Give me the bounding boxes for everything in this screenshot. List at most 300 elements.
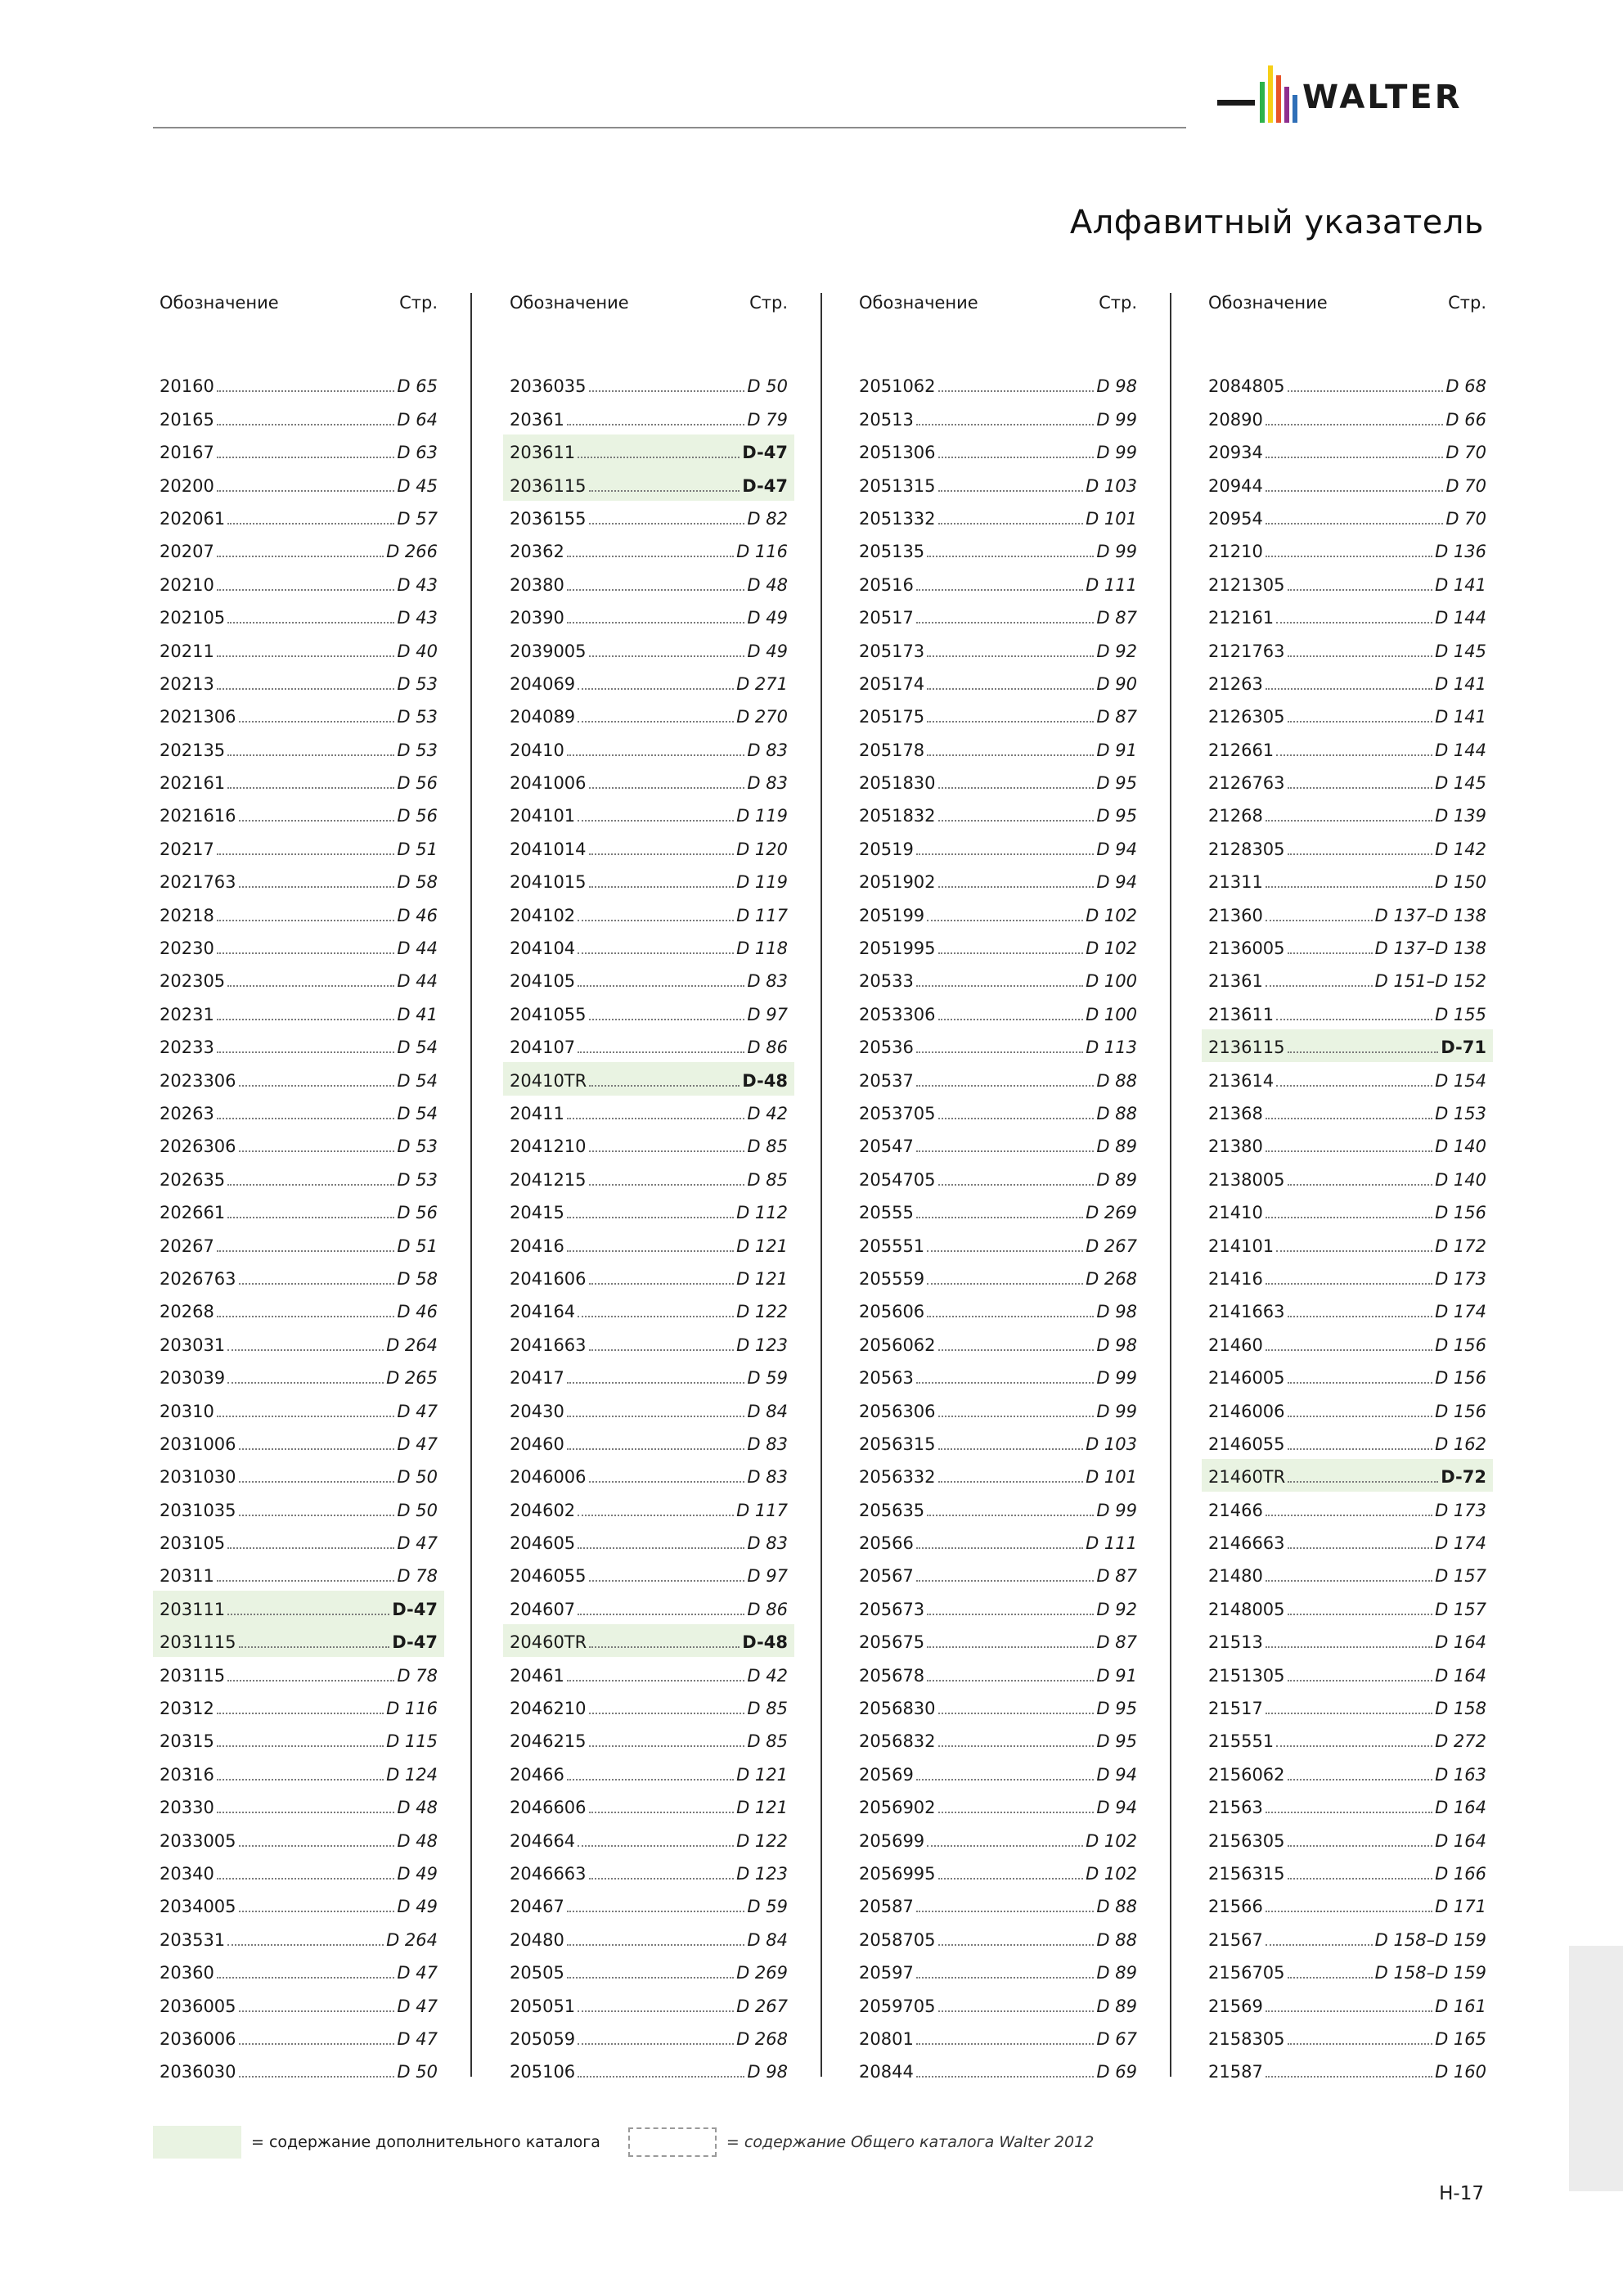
entry-page-ref: D 86: [747, 1599, 788, 1619]
entry-designation: 21368: [1208, 1103, 1263, 1123]
column-divider: [820, 293, 822, 2077]
walter-logo: [1217, 59, 1487, 133]
entry-page-ref: D 162: [1435, 1434, 1486, 1454]
entry-designation: 20430: [510, 1401, 564, 1421]
entry-designation: 2156705: [1208, 1963, 1285, 1983]
index-entry: [1202, 1657, 1493, 1690]
index-entry: [852, 566, 1144, 599]
entry-page-ref: D 144: [1435, 608, 1486, 628]
dot-leader: [589, 1283, 735, 1285]
index-entry: [852, 831, 1144, 863]
entry-designation: 202061: [160, 508, 226, 529]
entry-page-ref: D 99: [1096, 1401, 1137, 1421]
entry-designation: 2031030: [160, 1467, 236, 1488]
index-entry: [852, 1790, 1144, 1822]
entry-designation: 20310: [160, 1401, 214, 1421]
dot-leader: [589, 1481, 745, 1483]
entry-page-ref: D 58: [397, 872, 438, 893]
entry-page-ref: D 97: [747, 1004, 788, 1024]
entry-page-ref: D 116: [386, 1699, 438, 1719]
index-entry: [503, 1128, 794, 1161]
entry-page-ref: D 118: [736, 939, 788, 959]
entry-page-ref: D 266: [386, 542, 438, 562]
entry-designation: 204602: [510, 1500, 576, 1520]
dot-leader: [1288, 952, 1373, 954]
entry-page-ref: D 121: [736, 1798, 788, 1818]
entry-designation: 20567: [859, 1566, 914, 1587]
entry-designation: 2056315: [859, 1434, 936, 1454]
entry-designation: 2041210: [510, 1137, 587, 1157]
entry-designation: 2041006: [510, 773, 587, 794]
entry-page-ref: D 265: [386, 1368, 438, 1389]
index-entry: [852, 1360, 1144, 1393]
dot-leader: [1266, 688, 1432, 690]
entry-designation: 21416: [1208, 1268, 1263, 1289]
index-entry: [153, 2054, 444, 2087]
dot-leader: [1266, 2076, 1432, 2078]
dot-leader: [239, 1646, 390, 1648]
dot-leader: [227, 1680, 394, 1681]
entry-designation: 20312: [160, 1699, 214, 1719]
entry-page-ref: D 63: [397, 443, 438, 463]
dot-leader: [916, 589, 1083, 591]
entry-page-ref: D 120: [736, 839, 788, 859]
entry-designation: 20516: [859, 574, 914, 595]
dot-leader: [938, 1878, 1084, 1880]
dot-leader: [567, 1250, 734, 1252]
entry-page-ref: D 50: [397, 2062, 438, 2082]
dot-leader: [578, 2043, 734, 2045]
index-column-4: [1202, 293, 1493, 2087]
dot-leader: [227, 1382, 384, 1384]
dot-leader: [589, 1184, 745, 1186]
index-entry: [153, 1790, 444, 1822]
dot-leader: [1266, 1713, 1432, 1714]
entry-page-ref: D 103: [1086, 1434, 1137, 1454]
entry-page-ref: D 48: [397, 1830, 438, 1851]
entry-page-ref: D 101: [1086, 1467, 1137, 1488]
index-entry: [153, 1261, 444, 1294]
entry-designation: 20200: [160, 475, 214, 496]
entry-page-ref: D 140: [1435, 1137, 1486, 1157]
dot-leader: [927, 1646, 1094, 1648]
entry-designation: 205135: [859, 542, 925, 562]
entry-page-ref: D 68: [1445, 376, 1486, 397]
index-column-2: [503, 293, 794, 2087]
entry-designation: 20160: [160, 376, 214, 397]
entry-designation: 2039005: [510, 641, 587, 661]
entry-page-ref: D 49: [747, 608, 788, 628]
index-entry: [503, 1822, 794, 1855]
entry-designation: 205199: [859, 905, 925, 925]
index-entry: [153, 666, 444, 699]
entry-page-ref: D 272: [1435, 1731, 1486, 1752]
entry-page-ref: D 43: [397, 608, 438, 628]
entry-page-ref: D 89: [1096, 1963, 1137, 1983]
entry-designation: 2051902: [859, 872, 936, 893]
dot-leader: [589, 1580, 745, 1582]
index-entry: [852, 1459, 1144, 1492]
entry-page-ref: D 270: [736, 707, 788, 727]
entry-designation: 20340: [160, 1863, 214, 1884]
entry-page-ref: D 100: [1086, 971, 1137, 992]
index-entry: [1202, 798, 1493, 831]
dot-leader: [578, 1614, 744, 1615]
index-entry: [503, 1690, 794, 1723]
index-entry: [153, 798, 444, 831]
dot-leader: [1288, 1779, 1433, 1781]
dot-leader: [927, 1250, 1083, 1252]
entry-designation: 20563: [859, 1368, 914, 1389]
dot-leader: [589, 853, 735, 855]
entry-designation: 20410TR: [510, 1070, 587, 1091]
index-entry: [503, 765, 794, 798]
index-entry: [1202, 765, 1493, 798]
entry-designation: 2041215: [510, 1169, 587, 1190]
dot-leader: [1266, 820, 1432, 822]
index-entry: [503, 864, 794, 897]
dot-leader: [916, 1911, 1095, 1912]
index-entry: [153, 1029, 444, 1062]
entry-designation: 2051995: [859, 939, 936, 959]
entry-page-ref: D 151–D 152: [1374, 971, 1486, 992]
index-entry: [153, 1128, 444, 1161]
index-entry: [852, 732, 1144, 764]
index-entry: [852, 1326, 1144, 1359]
dot-leader: [916, 424, 1095, 425]
entry-page-ref: D-47: [742, 443, 788, 463]
entry-designation: 20533: [859, 971, 914, 992]
entry-page-ref: D 98: [1096, 1335, 1137, 1355]
entry-designation: 205678: [859, 1665, 925, 1686]
entry-page-ref: D 47: [397, 1533, 438, 1554]
entry-page-ref: D 102: [1086, 1863, 1137, 1884]
entry-designation: 205606: [859, 1302, 925, 1322]
dot-leader: [589, 886, 735, 888]
entry-designation: 2151305: [1208, 1665, 1285, 1686]
entry-designation: 204164: [510, 1302, 576, 1322]
entry-designation: 2141663: [1208, 1302, 1285, 1322]
entry-page-ref: D 94: [1096, 1764, 1137, 1785]
entry-designation: 2158305: [1208, 2028, 1285, 2049]
index-entry: [153, 864, 444, 897]
dot-leader: [1288, 1316, 1433, 1317]
entry-designation: 20519: [859, 839, 914, 859]
index-entry: [852, 1558, 1144, 1591]
entry-page-ref: D 145: [1435, 773, 1486, 794]
index-entry: [1202, 864, 1493, 897]
index-entry: [503, 1360, 794, 1393]
dot-leader: [578, 1051, 744, 1053]
entry-page-ref: D 92: [1096, 641, 1137, 661]
index-entry: [153, 633, 444, 665]
entry-page-ref: D 88: [1096, 1070, 1137, 1091]
index-entry: [852, 1756, 1144, 1789]
entry-page-ref: D 98: [1096, 1302, 1137, 1322]
entry-designation: 20536: [859, 1038, 914, 1058]
dot-leader: [927, 1680, 1094, 1681]
entry-designation: 213611: [1208, 1004, 1275, 1024]
index-entry: [153, 1591, 444, 1623]
dot-leader: [1266, 490, 1444, 492]
entry-page-ref: D 99: [1096, 542, 1137, 562]
dot-leader: [1288, 1481, 1438, 1483]
dot-leader: [567, 1448, 745, 1450]
entry-designation: 213614: [1208, 1070, 1275, 1091]
dot-leader: [916, 2043, 1095, 2045]
entry-designation: 212161: [1208, 608, 1275, 628]
entry-designation: 2051830: [859, 773, 936, 794]
index-entry: [1202, 1525, 1493, 1558]
header-designation: Обозначение: [510, 293, 629, 313]
entry-page-ref: D 121: [736, 1268, 788, 1289]
dot-leader: [589, 1349, 735, 1351]
index-entry: [1202, 434, 1493, 467]
entry-page-ref: D 141: [1435, 707, 1486, 727]
entry-designation: 20362: [510, 542, 564, 562]
index-entry: [153, 1988, 444, 2020]
entry-designation: 21361: [1208, 971, 1263, 992]
index-entry: [852, 798, 1144, 831]
entry-designation: 2136115: [1208, 1038, 1285, 1058]
index-entry: [1202, 1096, 1493, 1128]
entry-page-ref: D 99: [1096, 1500, 1137, 1520]
entry-designation: 20954: [1208, 508, 1263, 529]
index-rows: [1202, 368, 1493, 2087]
entry-designation: 204607: [510, 1599, 576, 1619]
entry-designation: 2023306: [160, 1070, 236, 1091]
index-entry: [852, 1822, 1144, 1855]
entry-page-ref: D 267: [1086, 1236, 1137, 1256]
entry-page-ref: D 70: [1445, 475, 1486, 496]
entry-page-ref: D 140: [1435, 1169, 1486, 1190]
entry-page-ref: D 46: [397, 905, 438, 925]
entry-page-ref: D 87: [1096, 1632, 1137, 1653]
dot-leader: [217, 1250, 395, 1252]
entry-designation: 20537: [859, 1070, 914, 1091]
entry-page-ref: D 173: [1435, 1500, 1486, 1520]
entry-designation: 20597: [859, 1963, 914, 1983]
dot-leader: [1266, 1911, 1432, 1912]
entry-designation: 21460TR: [1208, 1467, 1286, 1488]
dot-leader: [578, 1515, 734, 1516]
entry-page-ref: D 99: [1096, 1368, 1137, 1389]
entry-page-ref: D 141: [1435, 574, 1486, 595]
index-entry: [1202, 1360, 1493, 1393]
entry-designation: 2051832: [859, 806, 936, 826]
index-entry: [1202, 368, 1493, 401]
entry-designation: 2146005: [1208, 1368, 1285, 1389]
entry-page-ref: D 268: [1086, 1268, 1137, 1289]
dot-leader: [938, 1118, 1095, 1119]
entry-designation: 2084805: [1208, 376, 1285, 397]
dot-leader: [927, 1316, 1094, 1317]
entry-page-ref: D 49: [397, 1897, 438, 1917]
index-entry: [1202, 1690, 1493, 1723]
entry-page-ref: D 87: [1096, 608, 1137, 628]
entry-designation: 20460: [510, 1434, 564, 1454]
entry-page-ref: D 111: [1086, 1533, 1137, 1554]
entry-designation: 205106: [510, 2062, 576, 2082]
index-rows: [852, 368, 1144, 2087]
entry-designation: 2031035: [160, 1500, 236, 1520]
entry-page-ref: D 54: [397, 1103, 438, 1123]
general-catalog-swatch: [628, 2127, 717, 2157]
index-entry: [503, 1955, 794, 1988]
entry-page-ref: D 117: [736, 905, 788, 925]
dot-leader: [927, 1614, 1094, 1615]
entry-designation: 21480: [1208, 1566, 1263, 1587]
dot-leader: [938, 1713, 1095, 1714]
legend-supplement-text: = содержание дополнительного каталога: [251, 2133, 600, 2151]
entry-page-ref: D 98: [1096, 376, 1137, 397]
index-entry: [503, 1096, 794, 1128]
index-entry: [503, 666, 794, 699]
dot-leader: [1276, 622, 1432, 624]
entry-designation: 20268: [160, 1302, 214, 1322]
index-entry: [1202, 1161, 1493, 1194]
index-entry: [153, 1558, 444, 1591]
index-entry: [503, 1988, 794, 2020]
index-entry: [153, 1459, 444, 1492]
index-entry: [503, 1227, 794, 1260]
entry-designation: 21268: [1208, 806, 1263, 826]
entry-designation: 2136005: [1208, 939, 1285, 959]
dot-leader: [217, 1779, 384, 1781]
entry-page-ref: D 56: [397, 773, 438, 794]
dot-leader: [578, 721, 734, 723]
dot-leader: [578, 985, 744, 987]
entry-page-ref: D 165: [1435, 2028, 1486, 2049]
column-header: [153, 293, 444, 319]
entry-page-ref: D 102: [1086, 905, 1137, 925]
index-entry: [852, 699, 1144, 732]
entry-designation: 203611: [510, 443, 576, 463]
entry-designation: 205173: [859, 641, 925, 661]
dot-leader: [927, 655, 1094, 657]
dot-leader: [217, 1118, 395, 1119]
entry-page-ref: D 49: [747, 641, 788, 661]
dot-leader: [578, 2010, 734, 2012]
dot-leader: [217, 853, 395, 855]
entry-designation: 20587: [859, 1897, 914, 1917]
index-entry: [852, 1591, 1144, 1623]
index-entry: [852, 1062, 1144, 1095]
entry-designation: 204069: [510, 673, 576, 694]
dot-leader: [916, 1580, 1095, 1582]
entry-designation: 20513: [859, 409, 914, 430]
entry-designation: 204104: [510, 939, 576, 959]
entry-designation: 20217: [160, 839, 214, 859]
dot-leader: [927, 754, 1094, 756]
entry-page-ref: D 103: [1086, 475, 1137, 496]
entry-designation: 20505: [510, 1963, 564, 1983]
index-entry: [153, 467, 444, 500]
index-entry: [503, 732, 794, 764]
entry-designation: 204102: [510, 905, 576, 925]
dot-leader: [217, 1051, 395, 1053]
entry-designation: 20390: [510, 608, 564, 628]
index-entry: [1202, 633, 1493, 665]
index-entry: [153, 963, 444, 996]
dot-leader: [567, 1911, 745, 1912]
dot-leader: [567, 622, 745, 624]
entry-designation: 2051062: [859, 376, 936, 397]
entry-page-ref: D 83: [747, 740, 788, 760]
entry-designation: 21380: [1208, 1137, 1263, 1157]
index-entry: [503, 798, 794, 831]
entry-designation: 2026306: [160, 1137, 236, 1157]
index-entry: [852, 1393, 1144, 1425]
entry-designation: 20167: [160, 443, 214, 463]
dot-leader: [567, 424, 745, 425]
dot-leader: [567, 1944, 745, 1946]
index-entry: [1202, 533, 1493, 566]
dot-leader: [916, 1051, 1083, 1053]
dot-leader: [938, 1184, 1095, 1186]
index-entry: [852, 1988, 1144, 2020]
dot-leader: [217, 920, 395, 921]
entry-page-ref: D 47: [397, 1401, 438, 1421]
entry-page-ref: D 67: [1096, 2028, 1137, 2049]
dot-leader: [1266, 985, 1373, 987]
entry-designation: 20844: [859, 2062, 914, 2082]
entry-designation: 21513: [1208, 1632, 1263, 1653]
index-entry: [852, 368, 1144, 401]
entry-page-ref: D 85: [747, 1731, 788, 1752]
entry-designation: 21210: [1208, 542, 1263, 562]
entry-designation: 202105: [160, 608, 226, 628]
index-entry: [153, 434, 444, 467]
dot-leader: [217, 1019, 395, 1020]
entry-page-ref: D 89: [1096, 1169, 1137, 1190]
entry-designation: 2036155: [510, 508, 587, 529]
entry-designation: 2021763: [160, 872, 236, 893]
index-entry: [153, 1955, 444, 1988]
dot-leader: [1266, 1812, 1432, 1813]
dot-leader: [1266, 556, 1432, 557]
entry-page-ref: D 95: [1096, 806, 1137, 826]
entry-page-ref: D 97: [747, 1566, 788, 1587]
entry-page-ref: D 82: [747, 508, 788, 529]
dot-leader: [916, 1150, 1095, 1152]
index-entry: [503, 566, 794, 599]
entry-designation: 20330: [160, 1798, 214, 1818]
header-designation: Обозначение: [160, 293, 279, 313]
entry-page-ref: D 102: [1086, 1830, 1137, 1851]
index-entry: [503, 1558, 794, 1591]
entry-designation: 21410: [1208, 1203, 1263, 1223]
index-entry: [852, 1690, 1144, 1723]
entry-designation: 20460TR: [510, 1632, 587, 1653]
entry-page-ref: D 173: [1435, 1268, 1486, 1289]
entry-page-ref: D-48: [742, 1070, 788, 1091]
entry-designation: 2138005: [1208, 1169, 1285, 1190]
index-entry: [1202, 1426, 1493, 1459]
dot-leader: [1288, 2043, 1433, 2045]
entry-designation: 2031115: [160, 1632, 236, 1653]
entry-designation: 2056306: [859, 1401, 936, 1421]
dot-leader: [217, 1316, 395, 1317]
entry-designation: 20315: [160, 1731, 214, 1752]
entry-page-ref: D 91: [1096, 740, 1137, 760]
dot-leader: [217, 1812, 395, 1813]
index-entry: [153, 1195, 444, 1227]
entry-designation: 20517: [859, 608, 914, 628]
index-entry: [153, 1492, 444, 1524]
index-entry: [852, 434, 1144, 467]
entry-designation: 205559: [859, 1268, 925, 1289]
